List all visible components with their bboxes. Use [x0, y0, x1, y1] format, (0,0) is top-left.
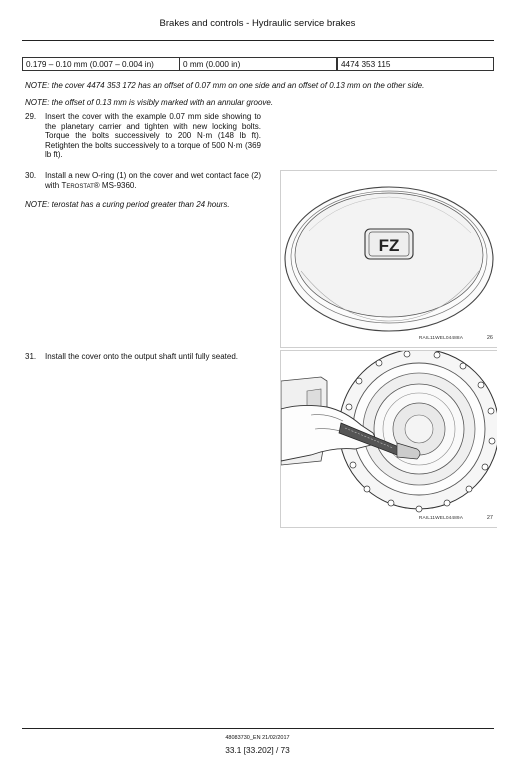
figure-cover — [280, 170, 497, 348]
step-text-part: Install a new O-ring (1) on the cover and wet contact face (2) with — [45, 171, 261, 190]
cover-illustration — [281, 171, 497, 347]
step-text: Install the cover onto the output shaft until fully seated. — [45, 352, 239, 361]
table-cell: 0 mm (0.000 in) — [180, 58, 337, 71]
table-cell: 4474 353 115 — [338, 58, 494, 71]
step-29 — [25, 112, 261, 160]
header-rule — [22, 40, 494, 41]
figure-code: RAIL11WEL04488A — [418, 336, 463, 341]
footer-page-number: 33.1 [33.202] / 73 — [225, 745, 290, 755]
step-text — [45, 171, 261, 190]
install-illustration — [281, 351, 497, 527]
table-cell: 0.179 – 0.10 mm (0.007 – 0.004 in) — [23, 58, 180, 71]
logo-lettering: FZ — [378, 236, 400, 255]
step-number: 29. — [25, 112, 37, 121]
figure-code: RAIL11WEL04489A — [418, 516, 463, 521]
figure-number: 26 — [486, 335, 493, 341]
spec-table — [22, 57, 494, 71]
note-annular-groove: NOTE: the offset of 0.13 mm is visibly marked with an annular groove. — [25, 98, 274, 107]
step-number: 30. — [25, 171, 37, 180]
note-cover-offset: NOTE: the cover 4474 353 172 has an offset of 0.07 mm on one side and an offset of 0.13 mm on the other side. — [25, 81, 425, 90]
figure-number: 27 — [486, 515, 493, 521]
footer-doc-code: 48083730_EN 21/02/2017 — [225, 735, 290, 741]
note-terostat-curing: NOTE: terostat has a curing period greater than 24 hours. — [25, 200, 230, 209]
footer-rule — [22, 728, 494, 729]
figure-install — [280, 350, 497, 528]
zf-logo-icon — [365, 229, 413, 259]
page-header-title: Brakes and controls - Hydraulic service brakes — [159, 18, 356, 29]
step-text-part: ® MS-9360. — [93, 180, 137, 190]
step-number: 31. — [25, 352, 37, 361]
step-text: Insert the cover with the example 0.07 mm side showing to the planetary carrier and tighten with new locking bolts. Torque the bolts successively to 200 N·m (148 lb ft). Retighten the bolts successively to a torque of 500 N·m (369 lb ft). — [45, 112, 261, 160]
table-row — [23, 58, 494, 71]
step-30 — [25, 171, 261, 190]
step-31 — [25, 352, 265, 362]
brand-name: Terostat — [61, 180, 94, 190]
